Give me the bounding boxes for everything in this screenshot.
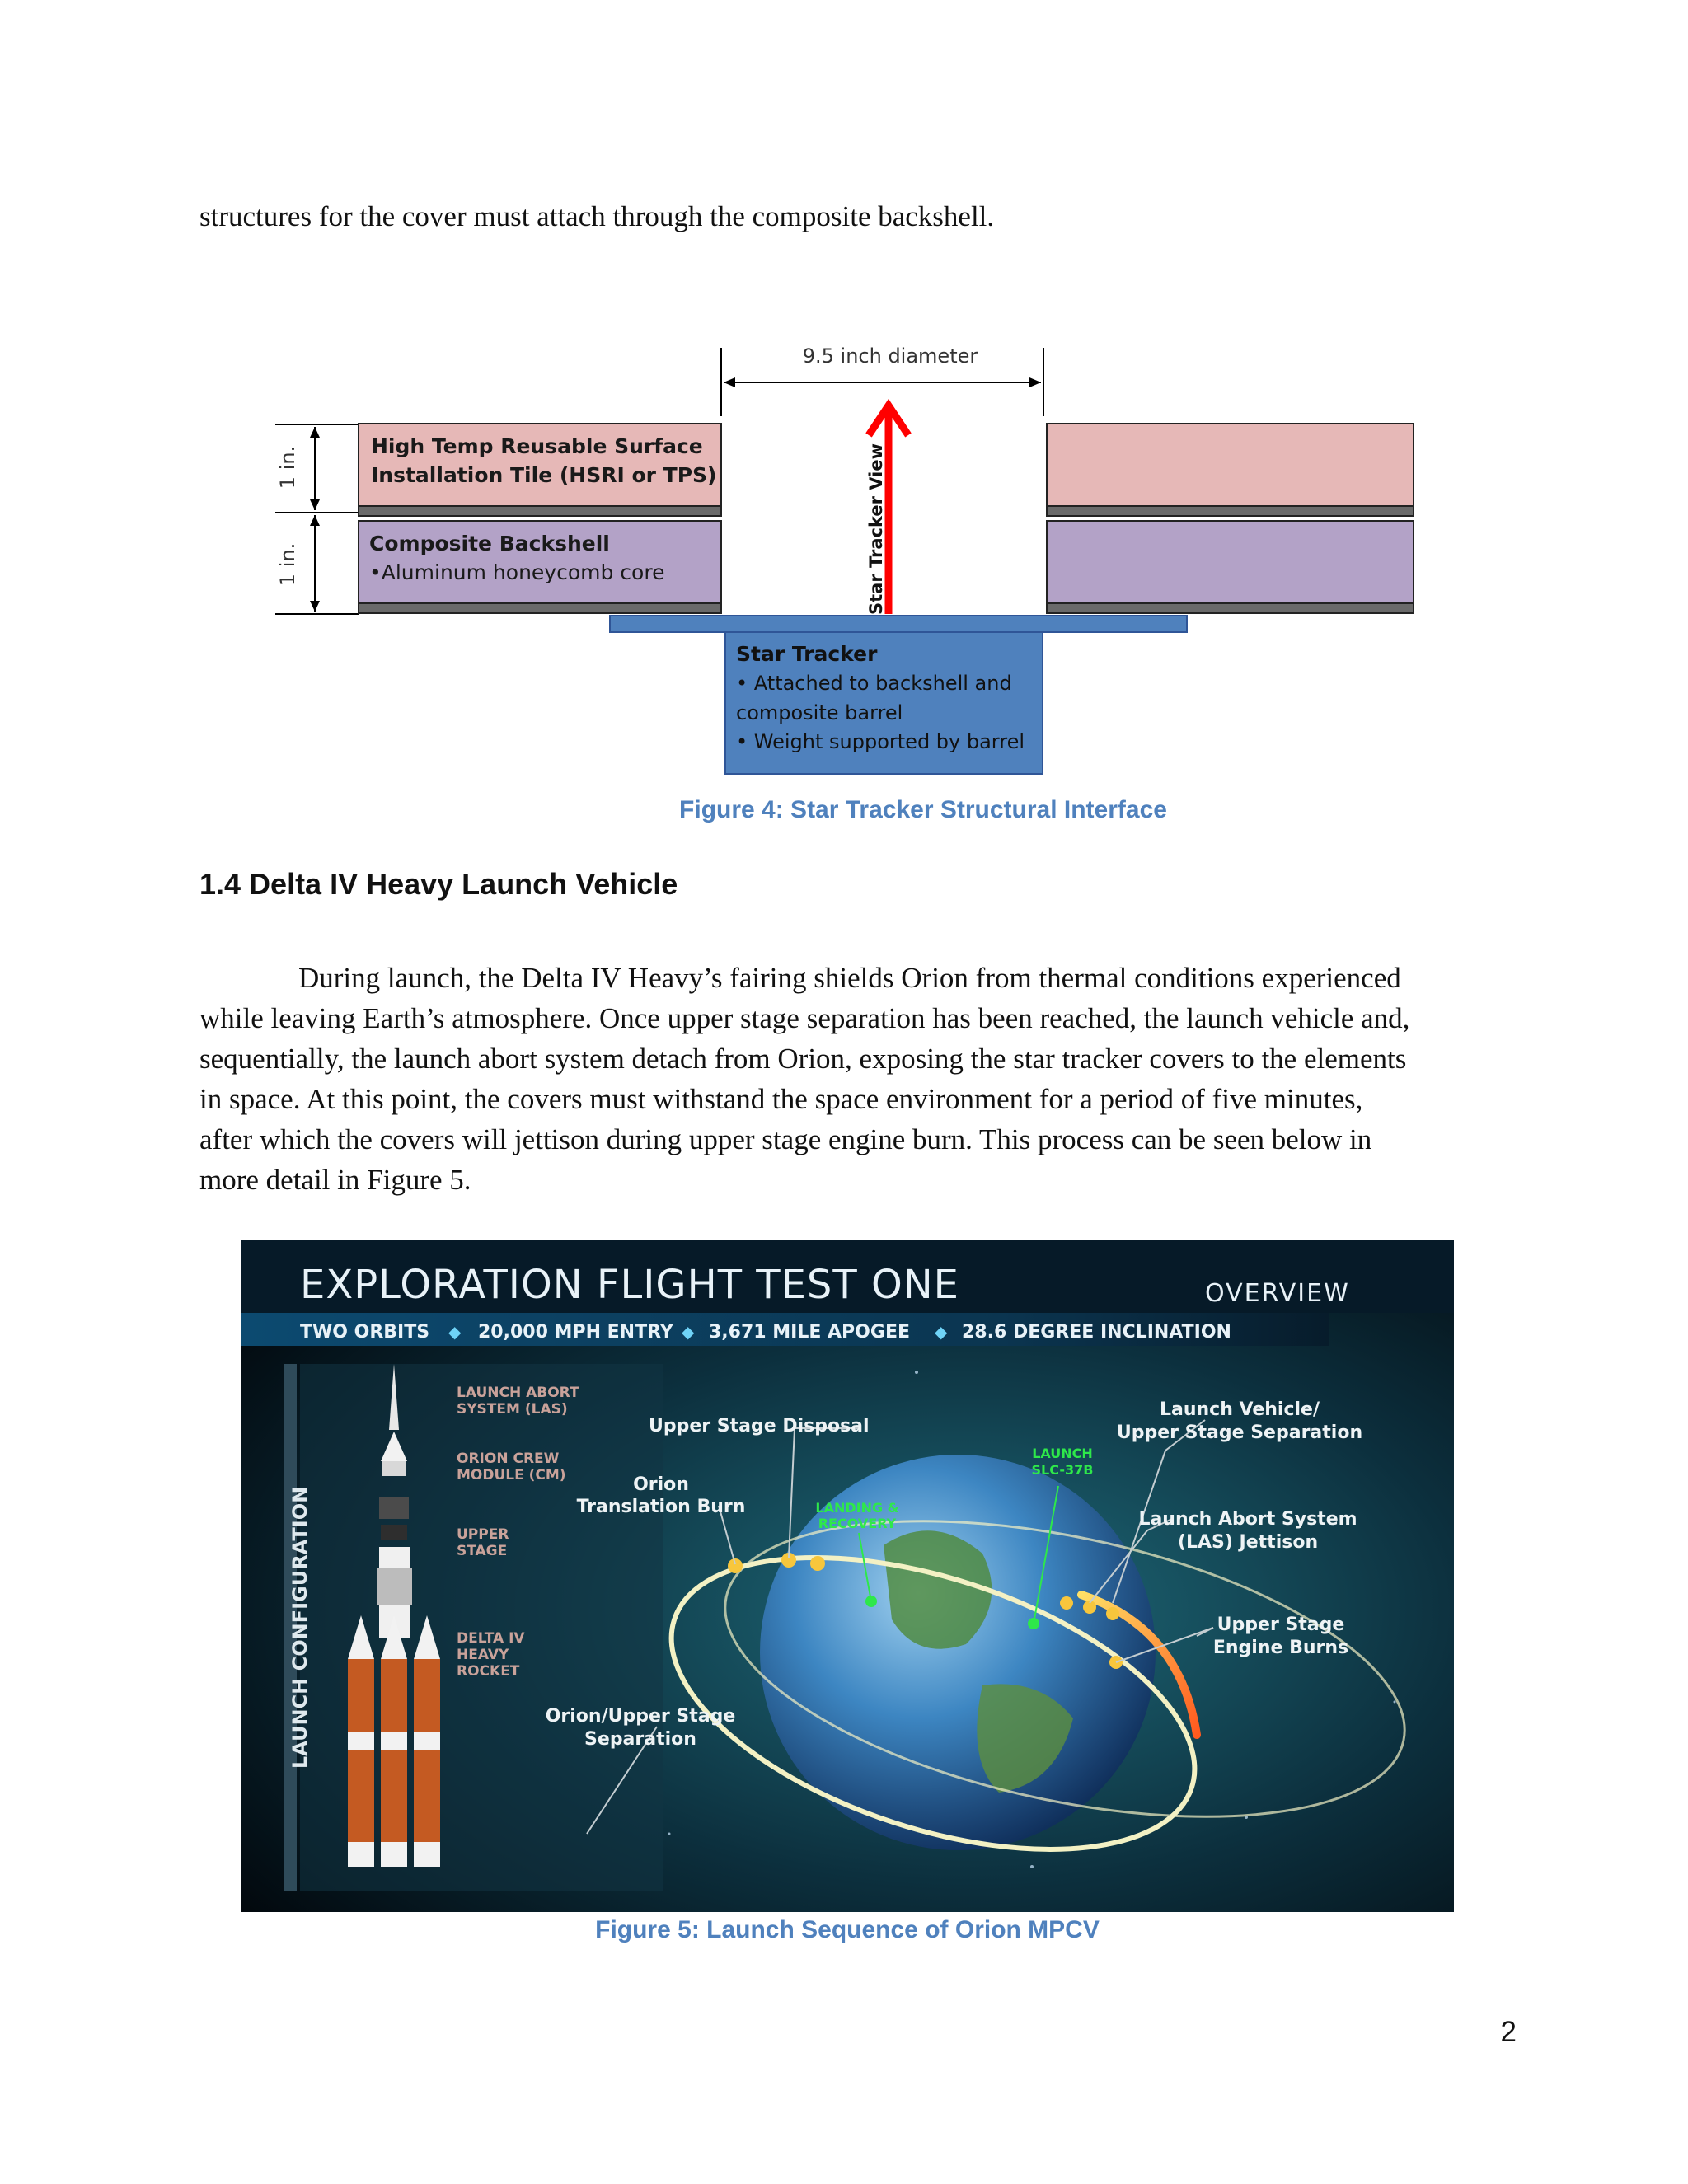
label-engine-burns-1: Upper Stage	[1217, 1615, 1345, 1635]
stat-inclination: 28.6 DEGREE INCLINATION	[962, 1322, 1231, 1343]
figure-5-caption: Figure 5: Launch Sequence of Orion MPCV	[595, 1916, 1100, 1943]
label-launch-1: LAUNCH	[1032, 1446, 1093, 1461]
paragraph-line: sequentially, the launch abort system detach from Orion, exposing the star tracker covers to the elements	[199, 1043, 1407, 1075]
figure-4-diagram	[264, 338, 1434, 783]
config-delta-1: DELTA IV	[457, 1630, 525, 1647]
config-cm-1: ORION CREW	[457, 1451, 560, 1467]
tracker-title: Star Tracker	[736, 642, 878, 666]
svg-text:◆: ◆	[935, 1322, 948, 1342]
label-lv-sep-1: Launch Vehicle/	[1159, 1399, 1320, 1420]
config-us-1: UPPER	[457, 1526, 509, 1543]
config-delta-2: HEAVY	[457, 1647, 509, 1663]
infographic-overview: OVERVIEW	[1205, 1279, 1350, 1308]
svg-text:◆: ◆	[448, 1322, 462, 1342]
config-cm-2: MODULE (CM)	[457, 1467, 566, 1483]
tracker-line-3: • Weight supported by barrel	[736, 730, 1025, 753]
page-number: 2	[1500, 2016, 1517, 2048]
tracker-line-1: • Attached to backshell and	[736, 672, 1012, 695]
tile-right	[1047, 424, 1414, 506]
svg-text:◆: ◆	[682, 1322, 695, 1342]
stat-orbits: TWO ORBITS	[300, 1322, 430, 1343]
dim-upper-label: 1 in.	[276, 445, 299, 490]
figure-4-caption: Figure 4: Star Tracker Structural Interface	[679, 796, 1167, 823]
body-paragraph	[199, 958, 1502, 1200]
section-heading: 1.4 Delta IV Heavy Launch Vehicle	[199, 867, 678, 901]
tracker-flange	[610, 616, 1187, 632]
intro-text: structures for the cover must attach through the composite backshell.	[199, 200, 995, 232]
figure-5-infographic	[241, 1240, 1454, 1912]
paragraph-line: in space. At this point, the covers must withstand the space environment for a period of five minutes,	[199, 1083, 1363, 1115]
label-upper-stage-disposal: Upper Stage Disposal	[649, 1416, 870, 1436]
paragraph-line: more detail in Figure 5.	[199, 1164, 471, 1196]
view-label: Star Tracker View	[866, 443, 886, 616]
backshell-item: •Aluminum honeycomb core	[369, 560, 665, 584]
tile-label-2: Installation Tile (HSRI or TPS)	[371, 463, 717, 487]
label-landing-2: RECOVERY	[818, 1516, 897, 1531]
backshell-title: Composite Backshell	[369, 532, 610, 555]
backshell-right	[1047, 521, 1414, 603]
label-engine-burns-2: Engine Burns	[1212, 1638, 1349, 1658]
label-orion-sep-2: Separation	[584, 1729, 696, 1750]
label-orion-burn-2: Translation Burn	[576, 1497, 746, 1517]
diameter-label: 9.5 inch diameter	[802, 344, 978, 368]
launch-config-label: LAUNCH CONFIGURATION	[288, 1486, 312, 1769]
label-las-jettison-1: Launch Abort System	[1138, 1509, 1357, 1530]
label-lv-sep-2: Upper Stage Separation	[1116, 1422, 1363, 1443]
label-orion-burn-1: Orion	[633, 1474, 689, 1495]
tile-label-1: High Temp Reusable Surface	[371, 434, 703, 458]
paragraph-line: During launch, the Delta IV Heavy’s fairing shields Orion from thermal conditions experienced	[298, 962, 1401, 994]
label-launch-2: SLC-37B	[1031, 1462, 1094, 1478]
config-us-2: STAGE	[457, 1543, 508, 1559]
stat-entry: 20,000 MPH ENTRY	[478, 1322, 673, 1343]
paragraph-line: after which the covers will jettison during upper stage engine burn. This process can be seen below in	[199, 1123, 1372, 1155]
infographic-title: EXPLORATION FLIGHT TEST ONE	[300, 1262, 959, 1308]
label-landing-1: LANDING &	[815, 1500, 899, 1516]
paragraph-line: while leaving Earth’s atmosphere. Once upper stage separation has been reached, the launch vehicle and,	[199, 1002, 1410, 1034]
stat-apogee: 3,671 MILE APOGEE	[709, 1322, 910, 1343]
config-las-2: SYSTEM (LAS)	[457, 1401, 568, 1418]
tracker-line-2: composite barrel	[736, 701, 903, 724]
config-las-1: LAUNCH ABORT	[457, 1385, 579, 1401]
config-delta-3: ROCKET	[457, 1663, 520, 1680]
label-orion-sep-1: Orion/Upper Stage	[545, 1706, 736, 1727]
dim-lower-label: 1 in.	[276, 542, 299, 587]
label-las-jettison-2: (LAS) Jettison	[1177, 1532, 1319, 1553]
